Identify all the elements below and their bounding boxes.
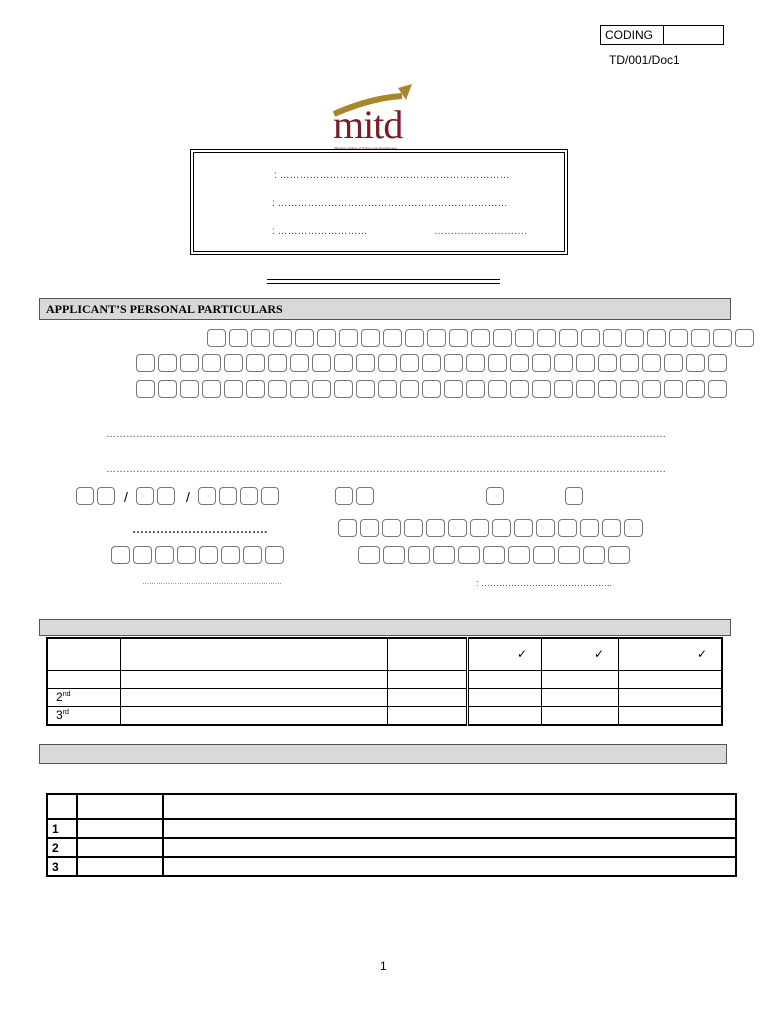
char-box[interactable] bbox=[470, 519, 489, 537]
char-box[interactable] bbox=[514, 519, 533, 537]
char-box[interactable] bbox=[290, 354, 309, 372]
char-box[interactable] bbox=[202, 380, 221, 398]
char-box[interactable] bbox=[532, 354, 551, 372]
page-number: 1 bbox=[380, 959, 387, 973]
char-box[interactable] bbox=[510, 354, 529, 372]
char-box[interactable] bbox=[558, 519, 577, 537]
char-box[interactable] bbox=[339, 329, 358, 347]
char-box[interactable] bbox=[691, 329, 710, 347]
char-box[interactable] bbox=[620, 354, 639, 372]
char-box[interactable] bbox=[422, 354, 441, 372]
section-bar-2 bbox=[39, 619, 731, 636]
dotted-line-a[interactable]: …………………………………………………………………………………………………………………………………………………… bbox=[106, 429, 666, 440]
section-bar-3 bbox=[39, 744, 727, 764]
char-box[interactable] bbox=[378, 354, 397, 372]
char-box[interactable] bbox=[251, 329, 270, 347]
char-box[interactable] bbox=[466, 354, 485, 372]
char-box[interactable] bbox=[449, 329, 468, 347]
char-box[interactable] bbox=[312, 380, 331, 398]
char-box[interactable] bbox=[581, 329, 600, 347]
char-box[interactable] bbox=[97, 487, 115, 505]
char-box[interactable] bbox=[647, 329, 666, 347]
char-box[interactable] bbox=[559, 329, 578, 347]
char-box[interactable] bbox=[273, 329, 292, 347]
char-box[interactable] bbox=[180, 380, 199, 398]
char-box[interactable] bbox=[532, 380, 551, 398]
dotted-line-b[interactable]: …………………………………………………………………………………………………………………………………………………… bbox=[106, 464, 666, 475]
char-box[interactable] bbox=[536, 519, 555, 537]
char-box[interactable] bbox=[664, 380, 683, 398]
char-box[interactable] bbox=[405, 329, 424, 347]
char-box[interactable] bbox=[466, 380, 485, 398]
char-box[interactable] bbox=[334, 354, 353, 372]
row-label bbox=[47, 670, 121, 688]
char-box[interactable] bbox=[224, 354, 243, 372]
age-boxes[interactable] bbox=[335, 487, 377, 505]
char-box[interactable] bbox=[177, 546, 196, 564]
char-box[interactable] bbox=[198, 487, 216, 505]
table-1 bbox=[46, 637, 723, 726]
char-box[interactable] bbox=[488, 380, 507, 398]
char-box[interactable] bbox=[625, 329, 644, 347]
char-box[interactable] bbox=[620, 380, 639, 398]
double-underline bbox=[267, 279, 500, 284]
char-box[interactable] bbox=[493, 329, 512, 347]
char-box[interactable] bbox=[603, 329, 622, 347]
char-box[interactable] bbox=[383, 546, 405, 564]
date-year-boxes[interactable] bbox=[198, 487, 282, 505]
date-separator-1: / bbox=[124, 489, 128, 505]
char-box[interactable] bbox=[642, 380, 661, 398]
char-box[interactable] bbox=[265, 546, 284, 564]
section-title: APPLICANT’S PERSONAL PARTICULARS bbox=[46, 302, 283, 316]
mitd-logo bbox=[330, 80, 420, 154]
header-line-3a[interactable]: : ……………………… bbox=[272, 226, 368, 237]
char-box[interactable] bbox=[565, 487, 583, 505]
char-box[interactable] bbox=[554, 380, 573, 398]
char-box[interactable] bbox=[669, 329, 688, 347]
char-box[interactable] bbox=[708, 380, 727, 398]
check-mark-icon: ✓ bbox=[468, 638, 542, 670]
char-box[interactable] bbox=[642, 354, 661, 372]
char-box[interactable] bbox=[338, 519, 357, 537]
char-box[interactable] bbox=[486, 487, 504, 505]
char-box[interactable] bbox=[290, 380, 309, 398]
char-box[interactable] bbox=[335, 487, 353, 505]
char-box[interactable] bbox=[400, 380, 419, 398]
char-box[interactable] bbox=[382, 519, 401, 537]
date-separator-2: / bbox=[186, 489, 190, 505]
char-box[interactable] bbox=[268, 354, 287, 372]
char-box[interactable] bbox=[356, 487, 374, 505]
char-box[interactable] bbox=[224, 380, 243, 398]
char-box[interactable] bbox=[219, 487, 237, 505]
table-row bbox=[47, 706, 722, 725]
char-box[interactable] bbox=[202, 354, 221, 372]
char-box[interactable] bbox=[317, 329, 336, 347]
char-box[interactable] bbox=[508, 546, 530, 564]
char-box[interactable] bbox=[229, 329, 248, 347]
box-row-5[interactable] bbox=[111, 546, 287, 564]
char-box[interactable] bbox=[246, 354, 265, 372]
char-box[interactable] bbox=[433, 546, 455, 564]
coding-box bbox=[600, 25, 724, 45]
char-box[interactable] bbox=[537, 329, 556, 347]
checkbox-option-2[interactable] bbox=[565, 487, 586, 505]
char-box[interactable] bbox=[558, 546, 580, 564]
char-box[interactable] bbox=[576, 354, 595, 372]
table-1-cell[interactable] bbox=[388, 638, 468, 670]
document-reference: TD/001/Doc1 bbox=[609, 53, 680, 67]
char-box[interactable] bbox=[361, 329, 380, 347]
header-line-1[interactable]: : …………………………………………………………… bbox=[274, 170, 510, 181]
char-box[interactable] bbox=[713, 329, 732, 347]
char-box[interactable] bbox=[602, 519, 621, 537]
char-box[interactable] bbox=[488, 354, 507, 372]
char-box[interactable] bbox=[444, 354, 463, 372]
char-box[interactable] bbox=[136, 380, 155, 398]
table-2-header-row bbox=[47, 794, 736, 819]
char-box[interactable] bbox=[400, 354, 419, 372]
char-box[interactable] bbox=[295, 329, 314, 347]
char-box[interactable] bbox=[180, 354, 199, 372]
table-row bbox=[47, 819, 736, 838]
char-box[interactable] bbox=[510, 380, 529, 398]
box-row-1[interactable] bbox=[207, 329, 757, 347]
table-row bbox=[47, 670, 722, 688]
box-row-2[interactable] bbox=[136, 354, 730, 372]
char-box[interactable] bbox=[426, 519, 445, 537]
char-box[interactable] bbox=[76, 487, 94, 505]
char-box[interactable] bbox=[155, 546, 174, 564]
section-personal-particulars bbox=[39, 298, 731, 320]
char-box[interactable] bbox=[735, 329, 754, 347]
coding-value-field[interactable] bbox=[664, 26, 723, 44]
char-box[interactable] bbox=[246, 380, 265, 398]
char-box[interactable] bbox=[422, 380, 441, 398]
char-box[interactable] bbox=[598, 380, 617, 398]
char-box[interactable] bbox=[427, 329, 446, 347]
logo-tagline: Mauritius Institute of Training and Development bbox=[334, 146, 397, 150]
table-1-cell[interactable] bbox=[47, 638, 121, 670]
date-day-boxes[interactable] bbox=[76, 487, 118, 505]
char-box[interactable] bbox=[136, 487, 154, 505]
char-box[interactable] bbox=[312, 354, 331, 372]
checkbox-option-1[interactable] bbox=[486, 487, 507, 505]
char-box[interactable] bbox=[664, 354, 683, 372]
char-box[interactable] bbox=[583, 546, 605, 564]
dotted-line-e[interactable]: : …………………………………….. bbox=[476, 578, 613, 588]
char-box[interactable] bbox=[240, 487, 258, 505]
header-line-2[interactable]: : …………………………………………………………… bbox=[272, 198, 508, 209]
row-number: 3 bbox=[47, 857, 77, 876]
box-row-4[interactable] bbox=[338, 519, 646, 537]
char-box[interactable] bbox=[408, 546, 430, 564]
char-box[interactable] bbox=[624, 519, 643, 537]
char-box[interactable] bbox=[580, 519, 599, 537]
char-box[interactable] bbox=[378, 380, 397, 398]
box-row-3[interactable] bbox=[136, 380, 730, 398]
char-box[interactable] bbox=[483, 546, 505, 564]
char-box[interactable] bbox=[492, 519, 511, 537]
char-box[interactable] bbox=[158, 380, 177, 398]
box-row-6[interactable] bbox=[358, 546, 633, 564]
table-1-header-row bbox=[47, 638, 722, 670]
char-box[interactable] bbox=[448, 519, 467, 537]
char-box[interactable] bbox=[111, 546, 130, 564]
char-box[interactable] bbox=[608, 546, 630, 564]
char-box[interactable] bbox=[458, 546, 480, 564]
char-box[interactable] bbox=[207, 329, 226, 347]
char-box[interactable] bbox=[358, 546, 380, 564]
dotted-line-d[interactable]: …………………………………………………… bbox=[142, 579, 282, 586]
check-mark-icon: ✓ bbox=[619, 638, 723, 670]
char-box[interactable] bbox=[515, 329, 534, 347]
header-info-box bbox=[193, 152, 565, 252]
coding-label: CODING bbox=[601, 26, 664, 44]
check-mark-icon: ✓ bbox=[542, 638, 619, 670]
char-box[interactable] bbox=[268, 380, 287, 398]
char-box[interactable] bbox=[356, 354, 375, 372]
date-month-boxes[interactable] bbox=[136, 487, 178, 505]
char-box[interactable] bbox=[136, 354, 155, 372]
table-row bbox=[47, 688, 722, 706]
table-1-cell[interactable] bbox=[121, 638, 388, 670]
header-line-3b[interactable]: ………………………. bbox=[434, 226, 527, 237]
char-box[interactable] bbox=[686, 380, 705, 398]
char-box[interactable] bbox=[158, 354, 177, 372]
char-box[interactable] bbox=[334, 380, 353, 398]
logo-wordmark: mitd bbox=[333, 102, 403, 147]
char-box[interactable] bbox=[554, 354, 573, 372]
row-label-3rd: 3rd bbox=[47, 706, 121, 725]
char-box[interactable] bbox=[598, 354, 617, 372]
table-row bbox=[47, 838, 736, 857]
char-box[interactable] bbox=[576, 380, 595, 398]
dotted-line-c[interactable]: ……………………………. bbox=[132, 522, 268, 536]
char-box[interactable] bbox=[360, 519, 379, 537]
char-box[interactable] bbox=[243, 546, 262, 564]
row-number: 1 bbox=[47, 819, 77, 838]
char-box[interactable] bbox=[471, 329, 490, 347]
char-box[interactable] bbox=[533, 546, 555, 564]
char-box[interactable] bbox=[444, 380, 463, 398]
char-box[interactable] bbox=[221, 546, 240, 564]
table-2 bbox=[46, 793, 737, 877]
table-row bbox=[47, 857, 736, 876]
char-box[interactable] bbox=[356, 380, 375, 398]
char-box[interactable] bbox=[261, 487, 279, 505]
char-box[interactable] bbox=[157, 487, 175, 505]
char-box[interactable] bbox=[383, 329, 402, 347]
char-box[interactable] bbox=[199, 546, 218, 564]
char-box[interactable] bbox=[708, 354, 727, 372]
row-label-2nd: 2nd bbox=[47, 688, 121, 706]
row-number: 2 bbox=[47, 838, 77, 857]
char-box[interactable] bbox=[686, 354, 705, 372]
char-box[interactable] bbox=[133, 546, 152, 564]
char-box[interactable] bbox=[404, 519, 423, 537]
